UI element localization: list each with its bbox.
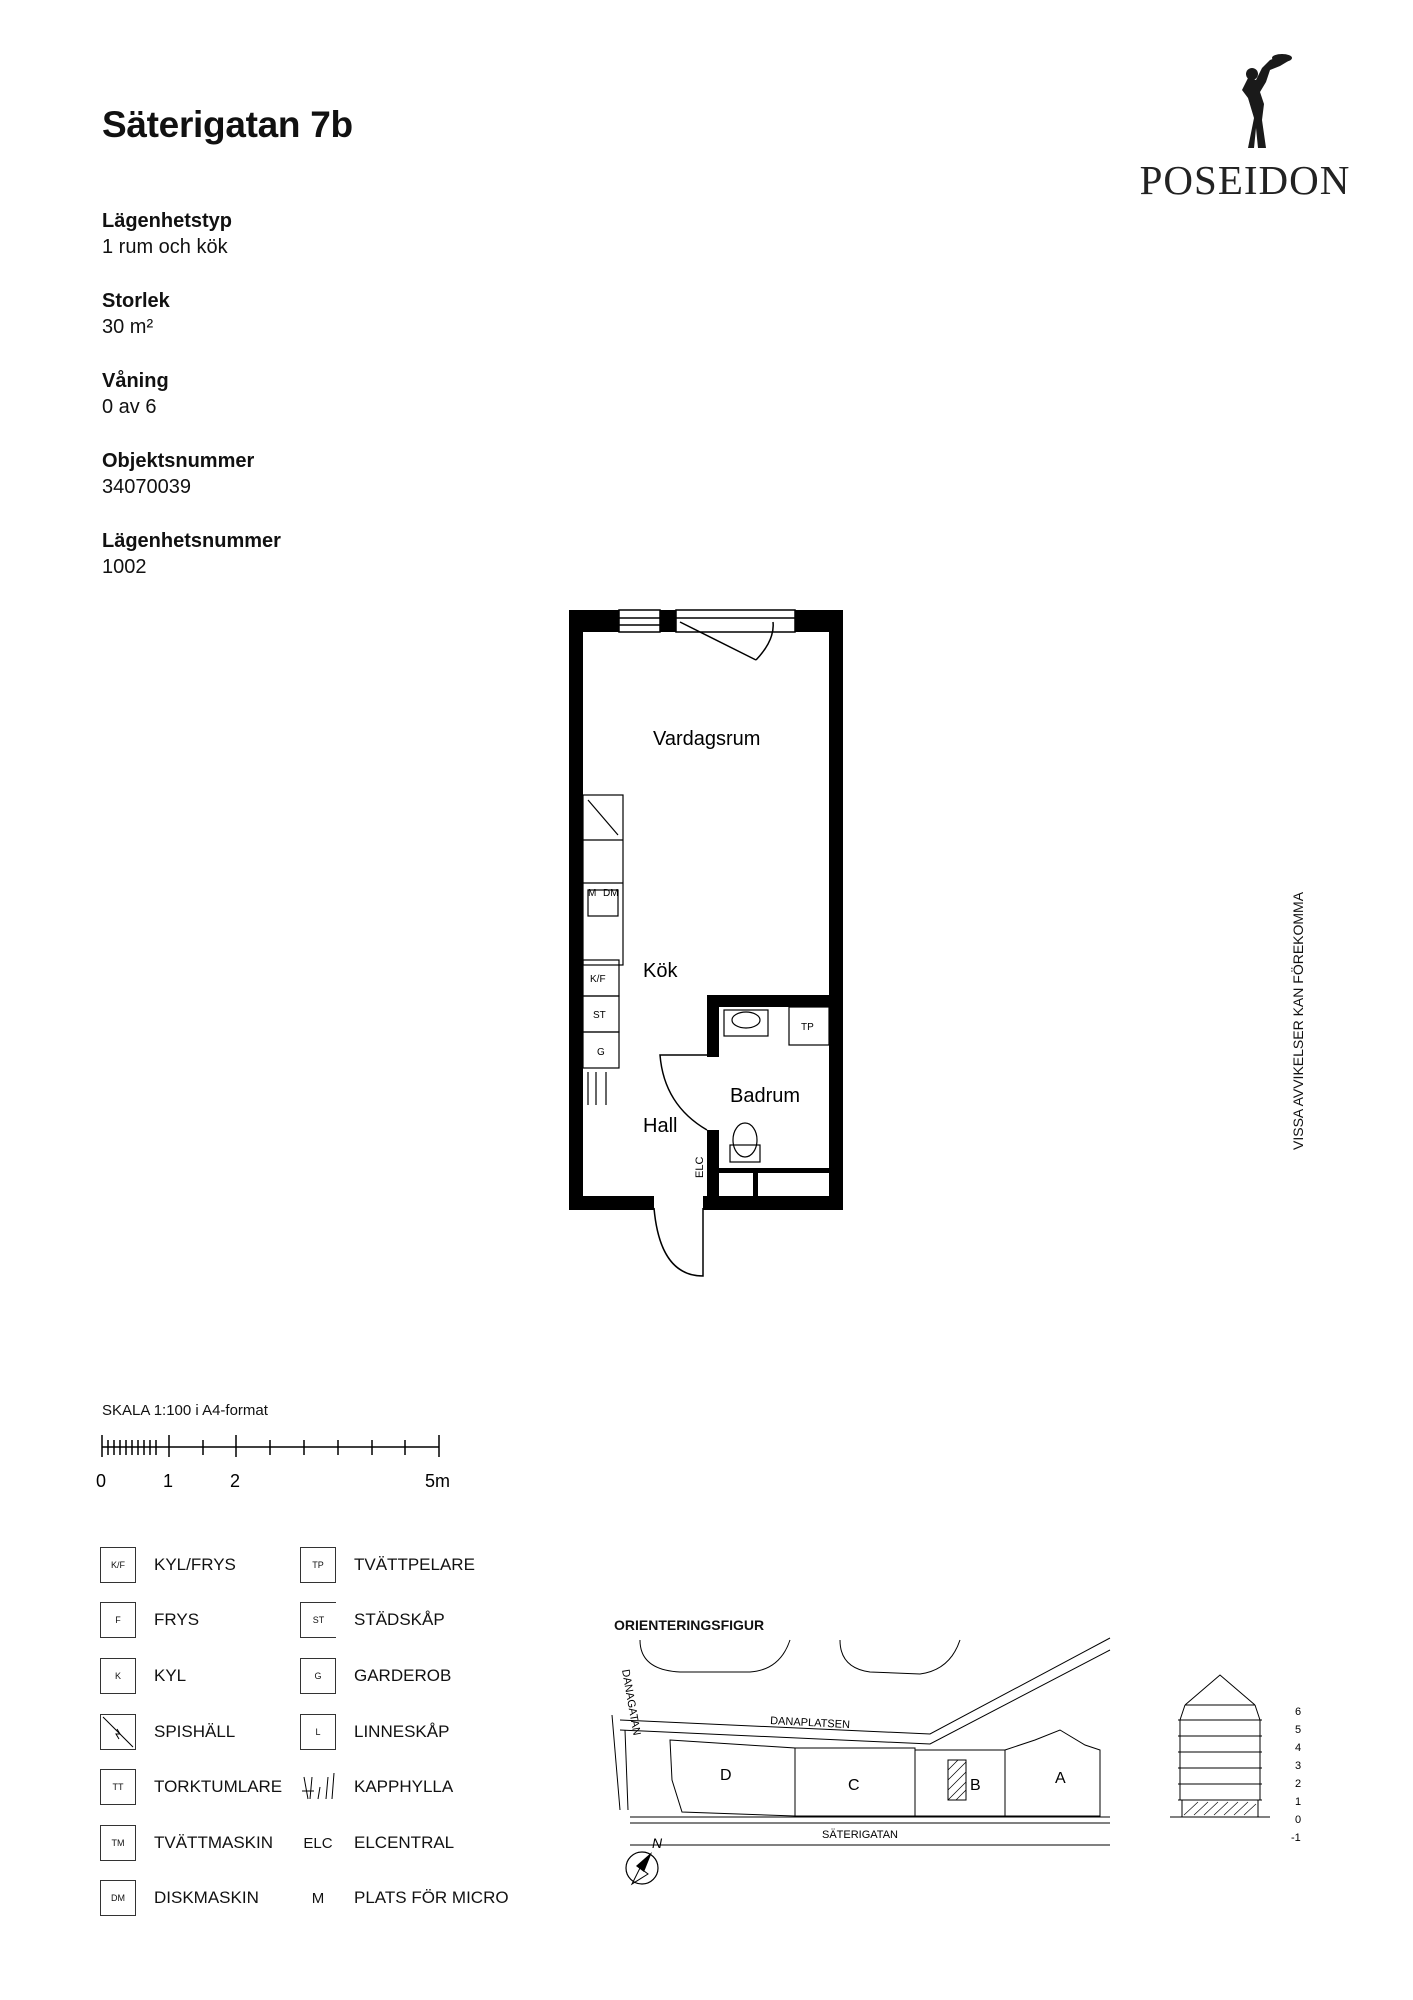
- building-label: A: [1055, 1770, 1066, 1787]
- sink-bowl-icon: [732, 1012, 760, 1028]
- orientation-map: [600, 1630, 1130, 1890]
- legend-item: [100, 1545, 236, 1585]
- legend-code: DM: [100, 1880, 136, 1916]
- highlight-building-b: [948, 1760, 966, 1800]
- cleaning-closet-box: [583, 996, 619, 1032]
- floor-label: 2: [1295, 1778, 1302, 1790]
- washer-tower-label: TP: [801, 1022, 814, 1033]
- page-title: Säterigatan 7b: [102, 104, 353, 145]
- elevation-figure: [1170, 1665, 1330, 1855]
- cleaning-closet-label: ST: [593, 1010, 606, 1021]
- legend-label: STÄDSKÅP: [354, 1610, 445, 1629]
- floor-label: 0: [1295, 1814, 1302, 1826]
- legend-label: KAPPHYLLA: [354, 1777, 454, 1796]
- legend-label: LINNESKÅP: [354, 1722, 450, 1741]
- legend-code: K/F: [100, 1547, 136, 1583]
- floor-label: 5: [1295, 1724, 1302, 1736]
- info-label: Objektsnummer: [102, 450, 255, 472]
- disclaimer: VISSA AVVIKELSER KAN FÖREKOMMA: [1290, 891, 1306, 1150]
- legend-item: [300, 1656, 451, 1696]
- floor-label: -1: [1291, 1832, 1301, 1844]
- wardrobe-box: [583, 1032, 619, 1068]
- toilet-icon: [733, 1123, 757, 1157]
- building-label: C: [848, 1777, 860, 1794]
- fridge-freezer-label: K/F: [590, 974, 606, 985]
- compass-icon: [626, 1835, 663, 1884]
- coat-rack: [588, 1072, 606, 1105]
- info-label: Lägenhetstyp: [102, 210, 233, 232]
- bathroom-sink: [724, 1010, 768, 1036]
- legend-item: [100, 1600, 199, 1640]
- micro-label: M: [588, 888, 597, 899]
- info-value: 1 rum och kök: [102, 236, 228, 258]
- legend-item: [100, 1767, 282, 1807]
- legend-item: [100, 1656, 186, 1696]
- legend-code: L: [300, 1714, 336, 1750]
- legend-item: [300, 1767, 453, 1807]
- kitchen-counter: [583, 795, 623, 965]
- scale-label: 0: [96, 1471, 107, 1491]
- scale-caption: SKALA 1:100 i A4-format: [102, 1402, 268, 1419]
- legend-code: K: [100, 1658, 136, 1694]
- legend-item: [100, 1878, 259, 1918]
- street-label-north: DANAPLATSEN: [769, 1715, 851, 1732]
- floor-label: 4: [1295, 1742, 1302, 1754]
- legend-label: DISKMASKIN: [154, 1888, 259, 1907]
- info-floor: [102, 368, 281, 420]
- info-size: [102, 288, 281, 340]
- legend-label: SPISHÄLL: [154, 1722, 236, 1741]
- legend-label: TORKTUMLARE: [154, 1777, 283, 1796]
- legend-label: TVÄTTPELARE: [354, 1555, 475, 1574]
- legend-item: [300, 1600, 445, 1640]
- info-value: 34070039: [102, 476, 191, 498]
- wardrobe-label: G: [597, 1047, 605, 1058]
- legend-code: ELC: [303, 1834, 333, 1852]
- poseidon-logo: [1130, 48, 1360, 203]
- scale-label: 1: [163, 1471, 174, 1491]
- room-hall: Hall: [643, 1115, 678, 1137]
- scale-label: 2: [230, 1471, 241, 1491]
- poseidon-figure-icon: [1130, 48, 1360, 156]
- floor-plan: [560, 600, 860, 1290]
- floor-label: 6: [1295, 1706, 1302, 1718]
- coat-rack-icon: [300, 1769, 336, 1805]
- legend-item: [300, 1878, 509, 1918]
- legend-item: [300, 1712, 449, 1752]
- legend-item: [300, 1545, 475, 1585]
- window: [619, 610, 795, 632]
- legend-label: TVÄTTMASKIN: [154, 1833, 274, 1852]
- legend-item: [100, 1712, 235, 1752]
- electrical-label: ELC: [694, 1156, 706, 1178]
- info-label: Våning: [102, 370, 169, 392]
- legend-label: FRYS: [154, 1610, 200, 1629]
- legend-code: TP: [300, 1547, 336, 1583]
- legend-item: [300, 1823, 454, 1863]
- info-apartment-number: [102, 528, 281, 580]
- orientation-title: ORIENTERINGSFIGUR: [614, 1617, 765, 1633]
- building-label: B: [970, 1777, 981, 1794]
- building-label: D: [720, 1767, 732, 1784]
- legend-label: KYL: [154, 1666, 187, 1685]
- entrance-door: [654, 1208, 703, 1276]
- legend-label: PLATS FÖR MICRO: [354, 1888, 509, 1907]
- info-label: Lägenhetsnummer: [102, 530, 281, 552]
- legend-code: G: [300, 1658, 336, 1694]
- scale-label: 5m: [425, 1471, 451, 1491]
- info-label: Storlek: [102, 290, 170, 312]
- info-value: 1002: [102, 556, 147, 578]
- stove-icon: [100, 1714, 136, 1750]
- room-living: Vardagsrum: [653, 728, 761, 750]
- legend-code: F: [100, 1602, 136, 1638]
- info-value: 30 m²: [102, 316, 154, 338]
- legend-label: KYL/FRYS: [154, 1555, 236, 1574]
- dishwasher-label: DM: [603, 888, 619, 899]
- floor-label: 3: [1295, 1760, 1302, 1772]
- highlight-floor: [1184, 1802, 1256, 1815]
- legend-code: TT: [100, 1769, 136, 1805]
- floor-label: 1: [1295, 1796, 1302, 1808]
- legend: [100, 1545, 540, 1925]
- room-kitchen: Kök: [643, 960, 678, 982]
- compass-north-label: N: [652, 1835, 663, 1851]
- legend-item: [100, 1823, 273, 1863]
- balcony-door: [680, 622, 773, 660]
- washer-tower-box: [789, 1007, 829, 1045]
- legend-label: GARDEROB: [354, 1666, 452, 1685]
- scale-bar: [92, 1425, 452, 1495]
- info-object-number: [102, 448, 281, 500]
- info-value: 0 av 6: [102, 396, 157, 418]
- street-label-south: SÄTERIGATAN: [822, 1829, 898, 1841]
- exterior-walls: [569, 610, 843, 1210]
- room-bathroom: Badrum: [730, 1085, 801, 1107]
- legend-code: M: [311, 1889, 325, 1907]
- legend-label: ELCENTRAL: [354, 1833, 455, 1852]
- street-label-west: DANAGATAN: [619, 1668, 643, 1737]
- apartment-info: [102, 208, 281, 608]
- logo-text: POSEIDON: [1139, 157, 1351, 203]
- legend-code: ST: [300, 1602, 336, 1638]
- info-type: [102, 208, 281, 260]
- legend-code: TM: [100, 1825, 136, 1861]
